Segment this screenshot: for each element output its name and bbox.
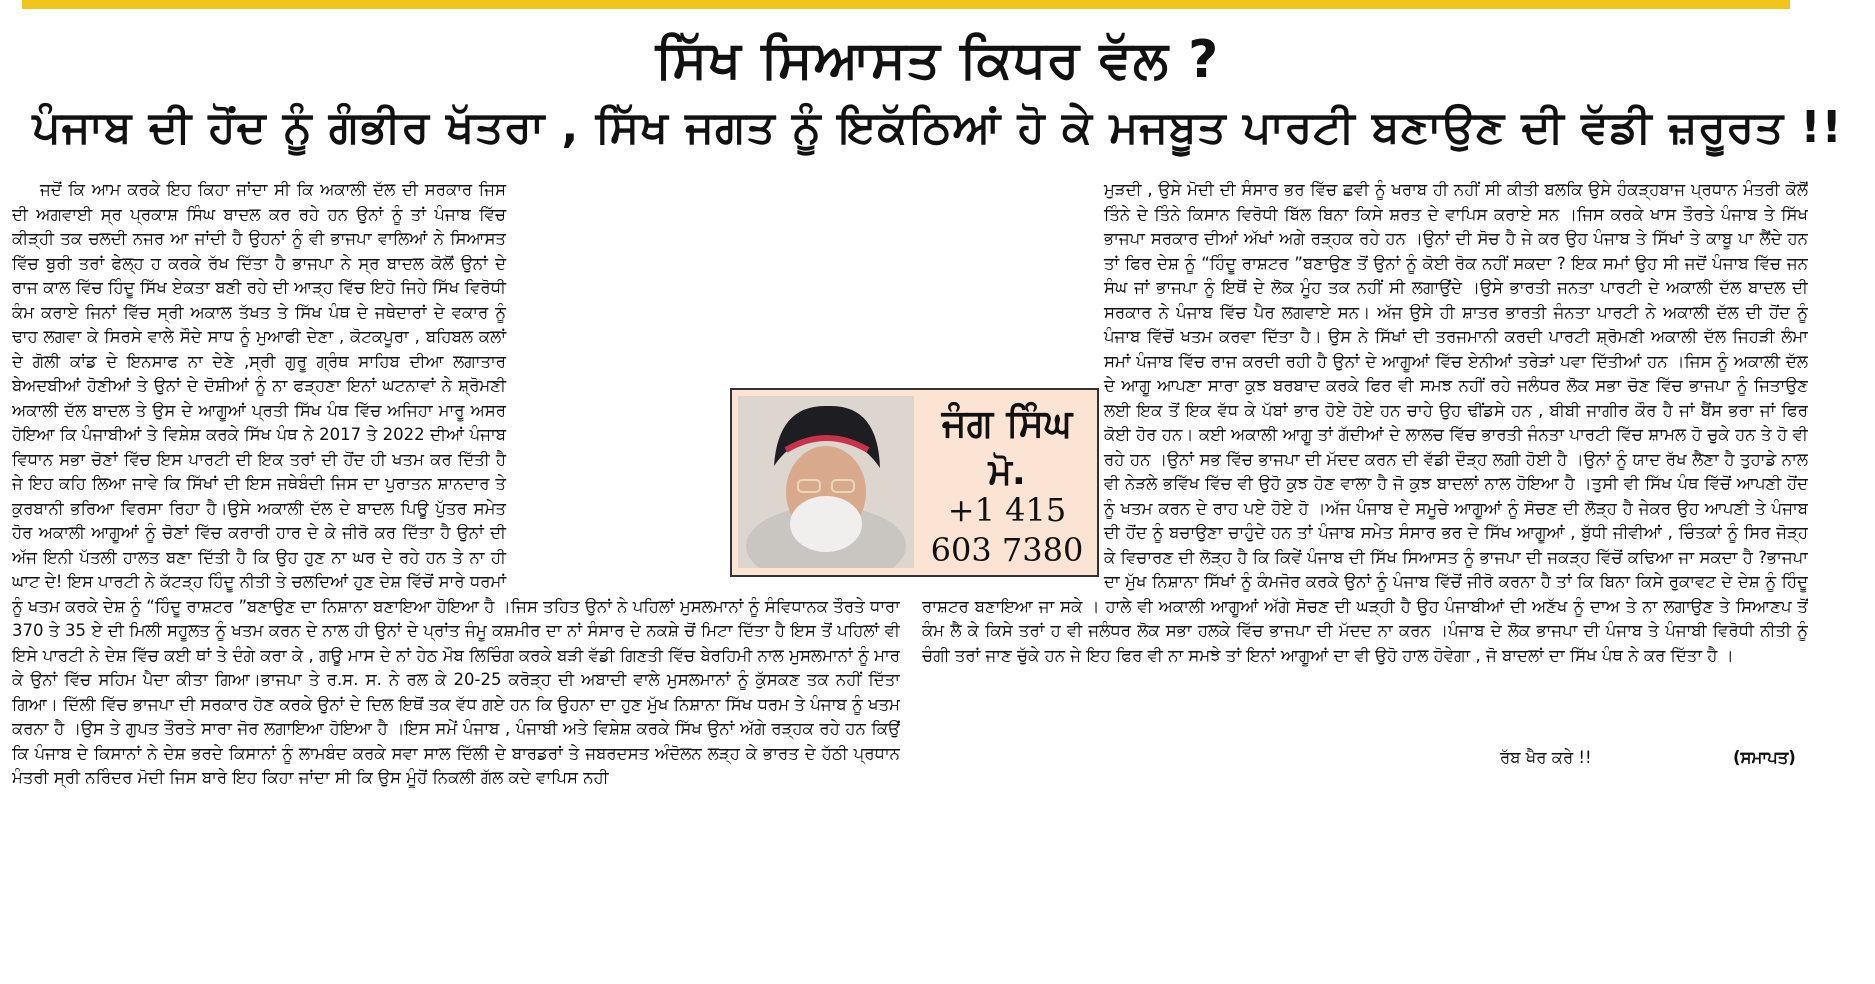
author-box [730,388,1099,577]
author-phone-line2: 603 7380 [930,531,1084,569]
headline: ਸਿੱਖ ਸਿਆਸਤ ਕਿਧਰ ਵੱਲ ? [655,30,1220,90]
author-photo [738,396,914,568]
author-name: ਜੰਗ ਸਿੰਘ [941,401,1073,445]
author-phone [922,490,1092,570]
closing-blessing: ਰੱਬ ਖੈਰ ਕਰੇ !! [1500,748,1592,767]
author-portrait-icon [738,396,914,568]
author-phone-line1: +1 415 [947,491,1067,529]
closing-end: (ਸਮਾਪਤ) [1733,748,1796,767]
article-text-left: ਜਦੋਂ ਕਿ ਆਮ ਕਰਕੇ ਇਹ ਕਿਹਾ ਜਾਂਦਾ ਸੀ ਕਿ ਅਕਾਲੀ ਦੱਲ ਦੀ ਸਰਕਾਰ ਜਿਸ ਦੀ ਅਗਵਾਈ ਸ੍ਰ ਪ੍ਰਕਾਸ਼ ਸਿੰਘ ਬਾਦਲ ਕਰ ਰਹੇ ਹਨ ਉਨਾਂ ਨੂੰ ਤਾਂ ਪੰਜਾਬ ਵਿੱਚ ਕੀੜ੍ਹੀ ਤਕ ਚਲਦੀ ਨਜਰ ਆ ਜਾਂਦੀ ਹੈ ਉਹਨਾਂ ਨੂੰ ਵੀ ਭਾਜਪਾ ਵਾਲਿਆਂ ਨੇ ਸਿਆਸਤ ਵਿੱਚ ਬੁਰੀ ਤਰਾਂ ਫੇਲ੍ਹ ਹ ਕਰਕੇ ਰੱਖ ਦਿੱਤਾ ਹੈ ਭਾਜਪਾ ਨੇ ਸ੍ਰ ਬਾਦਲ ਕੋਲੋਂ ਉਨਾਂ ਦੇ ਰਾਜ ਕਾਲ ਵਿੱਚ ਹਿੰਦੂ ਸਿੱਖ ਏਕਤਾ ਬਣੀ ਰਹੇ ਦੀ ਆੜ੍ਹ ਵਿੱਚ ਇਹੋ ਜਿਹੇ ਸਿੱਖ ਵਿਰੋਧੀ ਕੰਮ ਕਰਾਏ ਜਿਨਾਂ ਵਿੱਚ ਸ੍ਰੀ ਅਕਾਲ ਤੱਖਤ ਤੇ ਸਿੱਖ ਪੰਥ ਦੇ ਜਥੇਦਾਰਾਂ ਦੇ ਵਕਾਰ ਨੂੰ ਢਾਹ ਲਗਵਾ ਕੇ ਸਿਰਸੇ ਵਾਲੇ ਸੌਦੇ ਸਾਧ ਨੂੰ ਮੁਆਫੀ ਦੇਣਾ , ਕੋਟਕਪੂਰਾ , ਬਹਿਬਲ ਕਲਾਂ ਦੇ ਗੋਲੀ ਕਾਂਡ ਦੇ ਇਨਸਾਫ ਨਾ ਦੇਣੇ ,ਸ੍ਰੀ ਗੁਰੂ ਗ੍ਰੰਥ ਸਾਹਿਬ ਦੀਆ ਲਗਾਤਾਰ ਬੇਅਦਬੀਆਂ ਹੋਣੀਆਂ ਤੇ ਉਨਾਂ ਦੇ ਦੋਸ਼ੀਆਂ ਨੂੰ ਨਾ ਫੜ੍ਹਣਾ ਇਨਾਂ ਘਟਨਾਵਾਂ ਨੇ ਸ਼੍ਰੋਮਣੀ ਅਕਾਲੀ ਦੱਲ ਬਾਦਲ ਤੇ ਉਸ ਦੇ ਆਗੂਆਂ ਪ੍ਰਤੀ ਸਿੱਖ ਪੰਥ ਵਿੱਚ ਅਜਿਹਾ ਮਾਰੂ ਅਸਰ ਹੋਇਆ ਕਿ ਪੰਜਾਬੀਆਂ ਤੇ ਵਿਸ਼ੇਸ਼ ਕਰਕੇ ਸਿੱਖ ਪੰਥ ਨੇ 2017 ਤੇ 2022 ਦੀਆਂ ਪੰਜਾਬ ਵਿਧਾਨ ਸਭਾ ਚੋਣਾਂ ਵਿੱਚ ਇਸ ਪਾਰਟੀ ਦੀ ਇਕ ਤਰਾਂ ਦੀ ਹੋਂਦ ਹੀ ਖਤਮ ਕਰ ਦਿੱਤੀ ਹੈ ਜੇ ਇਹ ਕਹਿ ਲਿਆ ਜਾਵੇ ਕਿ ਸਿੱਖਾਂ ਦੀ ਇਸ ਜਥੇਬੰਦੀ ਜਿਸ ਦਾ ਪੁਰਾਤਨ ਸ਼ਾਨਦਾਰ ਤੇ ਕੁਰਬਾਨੀ ਭਰਿਆ ਵਿਰਸਾ ਰਿਹਾ ਹੈ।ਉਸੇ ਅਕਾਲੀ ਦੱਲ ਦੇ ਬਾਦਲ ਪਿਊ ਪੁੱਤਰ ਸਮੇਤ ਹੋਰ ਅਕਾਲੀ ਆਗੂਆਂ ਨੂੰ ਚੋਣਾਂ ਵਿੱਚ ਕਰਾਰੀ ਹਾਰ ਦੇ ਕੇ ਜੀਰੋ ਕਰ ਦਿੱਤਾ ਹੈ ਉਨਾਂ ਦੀ ਅੱਜ ਇਨੀ ਪੱਤਲੀ ਹਾਲਤ ਬਣਾ ਦਿੱਤੀ ਹੈ ਕਿ ਉਹ ਹੁਣ ਨਾ ਘਰ ਦੇ ਰਹੇ ਹਨ ਤੇ ਨਾ ਹੀ ਘਾਟ ਦੇ! ਇਸ ਪਾਰਟੀ ਨੇ ਕੱਟੜ੍ਹ ਹਿੰਦੂ ਨੀਤੀ ਤੇ ਚਲਦਿਆਂ ਹੁਣ ਦੇਸ਼ ਵਿੱਚੋਂ ਸਾਰੇ ਧਰਮਾਂ ਨੂੰ ਖਤਮ ਕਰਕੇ ਦੇਸ਼ ਨੂੰ “ਹਿੰਦੂ ਰਾਸ਼ਟਰ ”ਬਣਾਉਣ ਦਾ ਨਿਸ਼ਾਨਾ ਬਣਾਇਆ ਹੋਇਆ ਹੈ ।ਜਿਸ ਤਹਿਤ ਉਨਾਂ ਨੇ ਪਹਿਲਾਂ ਮੁਸਲਮਾਨਾਂ ਨੂੰ ਸੰਵਿਧਾਨਕ ਤੌਰਤੇ ਧਾਰਾ 370 ਤੇ 35 ਏ ਦੀ ਮਿਲੀ ਸਹੂਲਤ ਨੂੰ ਖਤਮ ਕਰਨ ਦੇ ਨਾਲ ਹੀ ਉਨਾਂ ਦੇ ਪ੍ਰਾਂਤ ਜੰਮੂ ਕਸ਼ਮੀਰ ਦਾ ਨਾਂ ਸੰਸਾਰ ਦੇ ਨਕਸ਼ੇ ਚੋਂ ਮਿਟਾ ਦਿੱਤਾ ਹੈ ਇਸ ਤੋਂ ਪਹਿਲਾਂ ਵੀ ਇਸੇ ਪਾਰਟੀ ਨੇ ਦੇਸ਼ ਵਿੱਚ ਕਈ ਥਾਂ ਤੇ ਦੰਗੇ ਕਰਾ ਕੇ , ਗਊ ਮਾਸ ਦੇ ਨਾਂ ਹੇਠ ਮੌਬ ਲਿਚਿੰਗ ਕਰਕੇ ਬੜੀ ਵੱਡੀ ਗਿਣਤੀ ਵਿੱਚ ਬੇਰਹਿਮੀ ਨਾਲ ਮੁਸਲਮਾਨਾਂ ਨੂੰ ਮਾਰ ਕੇ ਉਨਾਂ ਵਿੱਚ ਸਹਿਮ ਪੈਦਾ ਕੀਤਾ ਗਿਆ।ਭਾਜਪਾ ਤੇ ਰ.ਸ. ਸ. ਨੇ ਰਲ ਕੇ 20-25 ਕਰੋੜ੍ਹ ਦੀ ਅਬਾਦੀ ਵਾਲੇ ਮੁਸਲਮਾਨਾਂ ਨੂੰ ਕੁੱਸਕਣ ਤਕ ਨਹੀਂ ਦਿੱਤਾ ਗਿਆ। ਦਿੱਲੀ ਵਿੱਚ ਭਾਜਪਾ ਦੀ ਸਰਕਾਰ ਹੋਣ ਕਰਕੇ ਉਨਾਂ ਦੇ ਦਿਲ ਇਥੋਂ ਤਕ ਵੱਧ ਗਏ ਹਨ ਕਿ ਉਹਨਾ ਦਾ ਹੁਣ ਮੁੱਖ ਨਿਸ਼ਾਨਾ ਸਿੱਖ ਧਰਮ ਤੇ ਪੰਜਾਬ ਨੂੰ ਖਤਮ ਕਰਨਾ ਹੈ ।ਉਸ ਤੇ ਗੁਪਤ ਤੌਰਤੇ ਸਾਰਾ ਜੋਰ ਲਗਾਇਆ ਹੋਇਆ ਹੈ ।ਇਸ ਸਮੇਂ ਪੰਜਾਬ , ਪੰਜਾਬੀ ਅਤੇ ਵਿਸ਼ੇਸ਼ ਕਰਕੇ ਸਿੱਖ ਉਨਾਂ ਅੱਗੇ ਰੜ੍ਹਕ ਰਹੇ ਹਨ ਕਿਉਂ ਕਿ ਪੰਜਾਬ ਦੇ ਕਿਸਾਨਾਂ ਨੇ ਦੇਸ਼ ਭਰਦੇ ਕਿਸਾਨਾਂ ਨੂੰ ਲਾਮਬੰਦ ਕਰਕੇ ਸਵਾ ਸਾਲ ਦਿੱਲੀ ਦੇ ਬਾਰਡਰਾਂ ਤੇ ਜਬਰਦਸਤ ਅੰਦੋਲਨ ਲੜ੍ਹ ਕੇ ਭਾਰਤ ਦੇ ਹੱਠੀ ਪ੍ਰਧਾਨ ਮੰਤਰੀ ਸ੍ਰੀ ਨਰਿੰਦਰ ਮੋਦੀ ਜਿਸ ਬਾਰੇ ਇਹ ਕਿਹਾ ਜਾਂਦਾ ਸੀ ਕਿ ਉਸ ਮੂੰਹੋਂ ਨਿਕਲੀ ਗੱਲ ਕਦੇ ਵਾਪਿਸ ਨਹੀ [12,180,900,787]
top-accent-bar [22,0,1790,9]
author-mobile-label: ਮੋ. [988,452,1026,493]
article-text-right: ਮੁੜਦੀ , ਉਸੇ ਮੋਦੀ ਦੀ ਸੰਸਾਰ ਭਰ ਵਿੱਚ ਛਵੀ ਨੂੰ ਖਰਾਬ ਹੀ ਨਹੀਂ ਸੀ ਕੀਤੀ ਬਲਕਿ ਉਸੇ ਹੰਕੜ੍ਹਬਾਜ ਪ੍ਰਧਾਨ ਮੰਤਰੀ ਕੋਲੋਂ ਤਿੰਨੇ ਦੇ ਤਿੰਨੇ ਕਿਸਾਨ ਵਿਰੋਧੀ ਬਿੱਲ ਬਿਨਾ ਕਿਸੇ ਸ਼ਰਤ ਦੇ ਵਾਪਿਸ ਕਰਾਏ ਸਨ ।ਜਿਸ ਕਰਕੇ ਖਾਸ ਤੌਰਤੇ ਪੰਜਾਬ ਤੇ ਸਿੱਖ ਭਾਜਪਾ ਸਰਕਾਰ ਦੀਆਂ ਅੱਖਾਂ ਅਗੇ ਰੜ੍ਹਕ ਰਹੇ ਹਨ ।ਉਨਾਂ ਦੀ ਸੋਚ ਹੈ ਜੇ ਕਰ ਉਹ ਪੰਜਾਬ ਤੇ ਸਿੱਖਾਂ ਤੇ ਕਾਬੂ ਪਾ ਲੈਂਦੇ ਹਨ ਤਾਂ ਫਿਰ ਦੇਸ਼ ਨੂੰ “ਹਿੰਦੂ ਰਾਸ਼ਟਰ ”ਬਣਾਉਣ ਤੋਂ ਉਨਾਂ ਨੂੰ ਕੋਈ ਰੋਕ ਨਹੀਂ ਸਕਦਾ ? ਇਕ ਸਮਾਂ ਉਹ ਸੀ ਜਦੋਂ ਪੰਜਾਬ ਵਿੱਚ ਜਨ ਸੰਘ ਜਾਂ ਭਾਜਪਾ ਨੂੰ ਇਥੋਂ ਦੇ ਲੋਕ ਮੂੰਹ ਤਕ ਨਹੀਂ ਸੀ ਲਗਾਉਂਦੇ ।ਉਸੇ ਭਾਰਤੀ ਜਨਤਾ ਪਾਰਟੀ ਦੇ ਅਕਾਲੀ ਦੱਲ ਬਾਦਲ ਦੀ ਸਰਕਾਰ ਨੇ ਪੰਜਾਬ ਵਿੱਚ ਪੈਰ ਲਗਵਾਏ ਸਨ। ਅੱਜ ਉਸੇ ਹੀ ਸ਼ਾਤਰ ਭਾਰਤੀ ਜੰਨਤਾ ਪਾਰਟੀ ਨੇ ਅਕਾਲੀ ਦੱਲ ਦੀ ਹੋਂਦ ਨੂੰ ਪੰਜਾਬ ਵਿੱਚੋਂ ਖਤਮ ਕਰਵਾ ਦਿੱਤਾ ਹੈ। ਉਸ ਨੇ ਸਿੱਖਾਂ ਦੀ ਤਰਜਮਾਨੀ ਕਰਦੀ ਪਾਰਟੀ ਸ਼੍ਰੋਮਣੀ ਅਕਾਲੀ ਦੱਲ ਜਿਹੜੀ ਲੰਮਾ ਸਮਾਂ ਪੰਜਾਬ ਵਿੱਚ ਰਾਜ ਕਰਦੀ ਰਹੀ ਹੈ ਉਨਾਂ ਦੇ ਆਗੂਆਂ ਵਿੱਚ ਏਨੀਆਂ ਤਰੇੜਾਂ ਪਵਾ ਦਿੱਤੀਆਂ ਹਨ ।ਜਿਸ ਨੂੰ ਅਕਾਲੀ ਦੱਲ ਦੇ ਆਗੂ ਆਪਣਾ ਸਾਰਾ ਕੁਝ ਬਰਬਾਦ ਕਰਕੇ ਫਿਰ ਵੀ ਸਮਝ ਨਹੀਂ ਰਹੇ ਜਲੰਧਰ ਲੋਕ ਸਭਾ ਚੋਣ ਵਿੱਚ ਭਾਜਪਾ ਨੂੰ ਜਿਤਾਉਣ ਲਈ ਇਕ ਤੋਂ ਇਕ ਵੱਧ ਕੇ ਪੱਬਾਂ ਭਾਰ ਹੋਏ ਹੋਏ ਹਨ ਚਾਹੇ ਉਹ ਢੀਂਡਸੇ ਹਨ , ਬੀਬੀ ਜਾਗੀਰ ਕੌਰ ਹੈ ਜਾਂ ਬੈਂਸ ਭਰਾ ਜਾਂ ਫਿਰ ਕੋਈ ਹੋਰ ਹਨ। ਕਈ ਅਕਾਲੀ ਆਗੂ ਤਾਂ ਗੱਦੀਆਂ ਦੇ ਲਾਲਚ ਵਿੱਚ ਭਾਰਤੀ ਜੰਨਤਾ ਪਾਰਟੀ ਵਿੱਚ ਸ਼ਾਮਲ ਹੋ ਚੁਕੇ ਹਨ ਤੇ ਹੋ ਵੀ ਰਹੇ ਹਨ ।ਉਨਾਂ ਸਭ ਵਿੱਚ ਭਾਜਪਾ ਦੀ ਮੱਦਦ ਕਰਨ ਦੀ ਵੱਡੀ ਦੌੜ੍ਹ ਲਗੀ ਹੋਈ ਹੈ ।ਉਨਾਂ ਨੂੰ ਯਾਦ ਰੱਖ ਲੈਣਾ ਹੈ ਤੁਹਾਡੇ ਨਾਲ ਵੀ ਨੇੜਲੇ ਭਵਿੱਖ ਵਿੱਚ ਵੀ ਉਹੋ ਕੁਝ ਹੋਣ ਵਾਲਾ ਹੈ ਜੋ ਕੁਝ ਬਾਦਲਾਂ ਨਾਲ ਹੋਇਆ ਹੈ ।ਤੁਸੀ ਵੀ ਸਿੱਖ ਪੰਥ ਵਿੱਚੋਂ ਆਪਣੀ ਹੋਂਦ ਨੂੰ ਖਤਮ ਕਰਨ ਦੇ ਰਾਹ ਪਏ ਹੋਏ ਹੋ ।ਅੱਜ ਪੰਜਾਬ ਦੇ ਸਮੂਚੇ ਆਗੂਆਂ ਨੂੰ ਸੋਚਣ ਦੀ ਲੋੜ੍ਹ ਹੈ ਜੇਕਰ ਉਹ ਆਪਣੀ ਤੇ ਪੰਜਾਬ ਦੀ ਹੋਂਦ ਨੂੰ ਬਚਾਉਣਾ ਚਾਹੁੰਦੇ ਹਨ ਤਾਂ ਪੰਜਾਬ ਸਮੇਤ ਸੰਸਾਰ ਭਰ ਦੇ ਸਿੱਖ ਆਗੂਆਂ , ਬੁੱਧੀ ਜੀਵੀਆਂ , ਚਿੰਤਕਾਂ ਨੂੰ ਸਿਰ ਜੋੜ੍ਹ ਕੇ ਵਿਚਾਰਣ ਦੀ ਲੋੜ੍ਹ ਹੈ ਕਿ ਕਿਵੇਂ ਪੰਜਾਬ ਦੀ ਸਿੱਖ ਸਿਆਸਤ ਨੂੰ ਭਾਜਪਾ ਦੀ ਜਕੜ੍ਹ ਵਿੱਚੋਂ ਕਢਿਆ ਜਾ ਸਕਦਾ ਹੈ ?ਭਾਜਪਾ ਦਾ ਮੁੱਖ ਨਿਸ਼ਾਨਾ ਸਿੱਖਾਂ ਨੂੰ ਕੰਮਜੋਰ ਕਰਕੇ ਉਨਾਂ ਨੂੰ ਪੰਜਾਬ ਵਿੱਚੋਂ ਜੀਰੋ ਕਰਨਾ ਹੈ ਤਾਂ ਕਿ ਬਿਨਾ ਕਿਸੇ ਰੁਕਾਵਟ ਦੇ ਦੇਸ਼ ਨੂੰ ਹਿੰਦੂ ਰਾਸ਼ਟਰ ਬਣਾਇਆ ਜਾ ਸਕੇ । ਹਾਲੇ ਵੀ ਅਕਾਲੀ ਆਗੂਆਂ ਅੱਗੇ ਸੋਚਣ ਦੀ ਘੜ੍ਹੀ ਹੈ ਉਹ ਪੰਜਾਬੀਆਂ ਦੀ ਅਣੱਖ ਨੂੰ ਦਾਅ ਤੇ ਨਾ ਲਗਾਉਣ ਤੇ ਸਿਆਣਪ ਤੋਂ ਕੰਮ ਲੈ ਕੇ ਕਿਸੇ ਤਰਾਂ ਹ ਵੀ ਜਲੰਧਰ ਲੋਕ ਸਭਾ ਹਲਕੇ ਵਿੱਚ ਭਾਜਪਾ ਦੀ ਮੱਦਦ ਨਾ ਕਰਨ ।ਪੰਜਾਬ ਦੇ ਲੋਕ ਭਾਜਪਾ ਦੀ ਪੰਜਾਬ ਤੇ ਪੰਜਾਬੀ ਵਿਰੋਧੀ ਨੀਤੀ ਨੂੰ ਚੰਗੀ ਤਰਾਂ ਜਾਣ ਚੁੱਕੇ ਹਨ ਜੇ ਇਹ ਫਿਰ ਵੀ ਨਾ ਸਮਝੇ ਤਾਂ ਇਨਾਂ ਆਗੂਆਂ ਦਾ ਵੀ ਉਹੋ ਹਾਲ ਹੋਵੇਗਾ , ਜੋ ਬਾਦਲਾਂ ਦਾ ਸਿੱਖ ਪੰਥ ਨੇ ਕਰ ਦਿੱਤਾ ਹੈ । [922,180,1808,665]
subheadline: ਪੰਜਾਬ ਦੀ ਹੋਂਦ ਨੂੰ ਗੰਭੀਰ ਖੱਤਰਾ , ਸਿੱਖ ਜਗਤ ਨੂੰ ਇਕੱਠਿਆਂ ਹੋ ਕੇ ਮਜਬੂਤ ਪਾਰਟੀ ਬਣਾਉਣ ਦੀ ਵੱਡੀ ਜ਼ਰੂਰਤ !! [32,102,1843,153]
